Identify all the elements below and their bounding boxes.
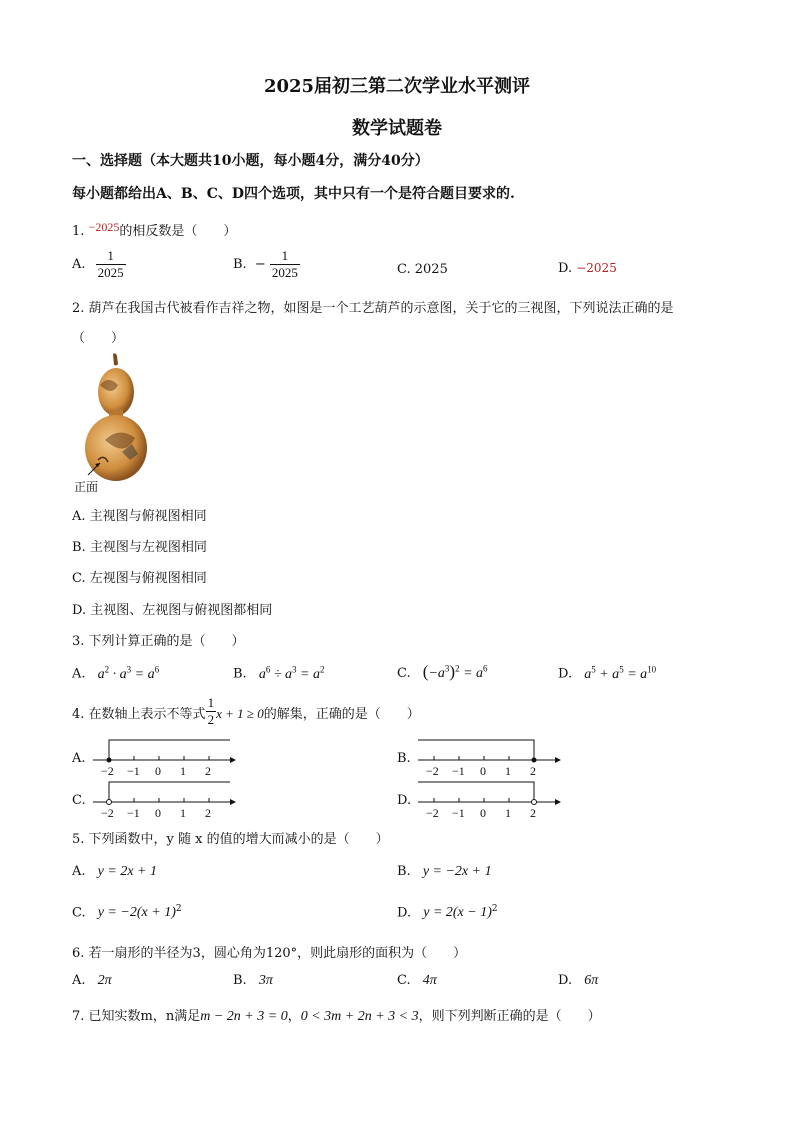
figure-caption: 正面 <box>74 480 99 494</box>
option-label: D. <box>558 666 573 682</box>
tick-label: 2 <box>530 806 536 820</box>
option-label: A. <box>72 973 86 988</box>
question-3 <box>72 630 245 649</box>
option-value: −2025 <box>576 261 617 275</box>
number-line-b[interactable] <box>415 736 565 778</box>
tick-label: 2 <box>205 806 211 820</box>
q4-label-a[interactable]: A. <box>72 751 86 766</box>
q2-stem-line2: （ ） <box>72 331 125 346</box>
question-6 <box>72 942 466 961</box>
fraction-den: 2 <box>207 712 215 727</box>
question-1 <box>72 220 236 239</box>
q2-option-b[interactable]: B. 主视图与左视图相同 <box>72 540 207 555</box>
math-expression: y = 2x + 1 <box>97 864 157 879</box>
tick-label: 0 <box>480 764 486 778</box>
math-expression: $(-a^3)^2 = a^6$ <box>422 662 488 681</box>
q4-stem-pre: 在数轴上表示不等式 <box>88 707 206 722</box>
q3-option-a[interactable] <box>72 664 159 683</box>
tick-label: 0 <box>155 764 161 778</box>
math-expression: m − 2n + 3 = 0 <box>200 1009 288 1024</box>
fraction-num: 1 <box>270 248 300 265</box>
option-label: A. <box>72 257 86 272</box>
tick-label: 1 <box>180 764 186 778</box>
q5-stem: 下列函数中，y 随 x 的值的增大而减小的是（ ） <box>88 832 389 847</box>
question-7 <box>72 1005 601 1025</box>
math-expression: $a^6 \div a^3 = a^2$ <box>258 664 325 682</box>
number-line-a[interactable] <box>90 736 240 778</box>
q1-prefix: −2025 <box>88 220 120 234</box>
tick-label: 2 <box>530 764 536 778</box>
q6-option-a[interactable] <box>72 973 112 989</box>
fraction-num: 1 <box>96 248 126 265</box>
option-label: D. <box>558 973 573 988</box>
tick-label: 1 <box>180 806 186 820</box>
question-number: 3. <box>72 634 85 649</box>
option-label: D. <box>397 905 412 921</box>
math-expression: y = −2(x + 1) <box>97 905 176 921</box>
question-2 <box>72 297 674 316</box>
q3-option-c[interactable] <box>397 662 488 682</box>
page-subtitle: 数学试题卷 <box>352 118 442 139</box>
tick-label: 0 <box>155 806 161 820</box>
fraction <box>270 248 300 281</box>
tick-label: 2 <box>205 764 211 778</box>
math-expression: 6π <box>584 973 599 988</box>
fraction <box>96 248 126 281</box>
q5-option-a[interactable] <box>72 864 157 880</box>
gourd-image <box>70 350 160 495</box>
tick-label: 1 <box>505 764 511 778</box>
question-4 <box>72 695 420 728</box>
math-expression: 0 < 3m + 2n + 3 < 3 <box>300 1009 419 1024</box>
minus-sign: − <box>254 257 266 272</box>
option-label: A. <box>72 864 86 879</box>
question-number: 4. <box>72 707 85 722</box>
q6-stem: 若一扇形的半径为3，圆心角为120°，则此扇形的面积为（ ） <box>88 946 467 961</box>
option-label: B. <box>397 864 411 879</box>
option-label: B. <box>233 666 247 682</box>
option-label: B. <box>233 257 247 272</box>
tick-label: 1 <box>505 806 511 820</box>
option-label: C. <box>397 262 411 277</box>
q2-stem: 葫芦在我国古代被看作吉祥之物，如图是一个工艺葫芦的示意图，关于它的三视图，下列说法正确的是 <box>88 301 674 316</box>
tick-label: −2 <box>426 806 439 820</box>
option-value: 2025 <box>414 262 448 277</box>
option-label: C. <box>397 973 411 988</box>
option-label: C. <box>397 666 411 681</box>
q4-label-d[interactable]: D. <box>397 793 412 808</box>
question-number: 2. <box>72 301 85 316</box>
q1-option-a[interactable] <box>72 248 126 281</box>
q2-option-c[interactable]: C. 左视图与俯视图相同 <box>72 571 207 586</box>
tick-label: −2 <box>101 806 114 820</box>
q1-option-d[interactable] <box>558 261 617 276</box>
q7-stem-pre: 已知实数m，n满足 <box>88 1009 201 1024</box>
tick-label: −1 <box>452 806 465 820</box>
q1-option-c[interactable] <box>397 262 448 277</box>
fraction-den: 2025 <box>97 265 124 280</box>
separator: ， <box>287 1009 301 1024</box>
question-number: 5. <box>72 832 85 847</box>
math-expression: 3π <box>258 973 273 988</box>
tick-label: −2 <box>426 764 439 778</box>
q3-stem: 下列计算正确的是（ ） <box>88 634 245 649</box>
fraction-num: 1 <box>207 695 215 710</box>
math-expression: $a^5 + a^5 = a^{10}$ <box>584 664 657 682</box>
section-note: 每小题都给出A、B、C、D四个选项，其中只有一个是符合题目要求的. <box>72 186 515 202</box>
q7-stem-post: ，则下列判断正确的是（ ） <box>418 1009 601 1024</box>
option-label: B. <box>233 973 247 988</box>
q5-option-b[interactable] <box>397 864 492 880</box>
question-5 <box>72 828 389 847</box>
math-expression: $a^2 \cdot a^3 = a^6$ <box>97 664 160 682</box>
tick-label: −1 <box>127 764 140 778</box>
q3-option-d[interactable] <box>558 664 656 683</box>
fraction <box>206 695 217 728</box>
question-number: 1. <box>72 224 85 239</box>
section-heading: 一、选择题（本大题共10小题，每小题4分，满分40分） <box>72 153 429 169</box>
q5-option-d[interactable]: D. $y = 2(x - 1)^2$ <box>397 904 498 921</box>
q6-option-b[interactable] <box>233 973 273 989</box>
q4-label-b[interactable]: B. <box>397 751 411 766</box>
math-expression: 2π <box>97 973 112 988</box>
q2-option-d[interactable]: D. 主视图、左视图与俯视图都相同 <box>72 603 273 618</box>
q6-option-d[interactable] <box>558 973 598 989</box>
fraction-den: 2025 <box>271 265 298 280</box>
tick-label: 0 <box>480 806 486 820</box>
math-expression: 4π <box>422 973 437 988</box>
q2-option-a[interactable]: A. 主视图与俯视图相同 <box>72 509 207 524</box>
q1-stem: 的相反数是（ ） <box>119 224 237 239</box>
q4-inequality: x + 1 ≥ 0 <box>216 706 264 721</box>
option-label: C. <box>72 905 86 921</box>
q5-option-c[interactable]: C. $y = -2(x + 1)^2$ <box>72 904 182 921</box>
q3-option-b[interactable] <box>233 664 324 683</box>
tick-label: −1 <box>127 806 140 820</box>
q6-option-c[interactable] <box>397 973 437 989</box>
q4-stem-post: 的解集，正确的是（ ） <box>263 707 420 722</box>
number-line-d[interactable] <box>415 778 565 820</box>
q4-label-c[interactable]: C. <box>72 793 86 808</box>
gourd-figure <box>70 350 160 495</box>
number-line-c[interactable] <box>90 778 240 820</box>
q1-option-b[interactable] <box>233 248 300 281</box>
option-label: A. <box>72 666 86 682</box>
math-expression: y = 2(x − 1) <box>423 905 492 921</box>
option-label: D. <box>558 261 573 276</box>
question-number: 7. <box>72 1009 85 1024</box>
page-title: 2025届初三第二次学业水平测评 <box>263 76 531 97</box>
tick-label: −1 <box>452 764 465 778</box>
question-number: 6. <box>72 946 85 961</box>
tick-label: −2 <box>101 764 114 778</box>
math-expression: y = −2x + 1 <box>422 864 492 879</box>
